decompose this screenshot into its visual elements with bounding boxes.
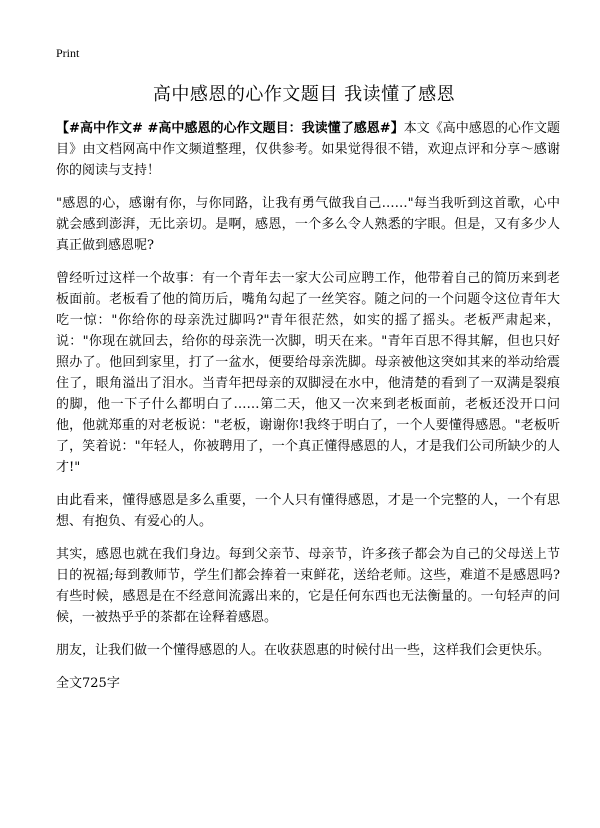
intro-text: 本文《高中感恩的心作文题目》由文档网高中作文频道整理，仅供参考。如果觉得很不错，欢迎点评和分享～感谢你的阅读与支持！	[56, 121, 560, 178]
article-paragraph-4: 其实，感恩也就在我们身边。每到父亲节、母亲节，许多孩子都会为自己的父母送上节日的祝福;每到教师节，学生们都会捧着一束鲜花，送给老师。这些，难道不是感恩吗?有些时候，感恩是在不经意间流露出来的，它是任何东西也无法衡量的。一句轻声的问候，一被热乎乎的茶都在诠释着感恩。	[56, 547, 560, 625]
article-paragraph-2: 曾经听过这样一个故事：有一个青年去一家大公司应聘工作，他带着自己的简历来到老板面前。老板看了他的简历后，嘴角勾起了一丝笑容。随之问的一个问题令这位青年大吃一惊："你给你的母亲洗过脚吗?"青年很茫然，如实的摇了摇头。老板严肃起来，说："你现在就回去，给你的母亲洗一次脚，明天在来。"青年百思不得其解，但也只好照办了。他回到家里，打了一盆水，便要给母亲洗脚。母亲被他这突如其来的举动给震住了，眼角溢出了泪水。当青年把母亲的双脚浸在水中，他清楚的看到了一双满是裂痕的脚，他一下子什么都明白了……第二天，他又一次来到老板面前，老板还没开口问他，他就郑重的对老板说："老板，谢谢你!我终于明白了，一个人要懂得感恩。"老板听了，笑着说："年轻人，你被聘用了，一个真正懂得感恩的人，才是我们公司所缺少的人才!"	[56, 271, 560, 475]
print-link[interactable]: Print	[56, 46, 80, 60]
page-title: 高中感恩的心作文题目 我读懂了感恩	[152, 84, 456, 105]
intro-paragraph	[56, 118, 560, 181]
article-paragraph-1: "感恩的心，感谢有你，与你同路，让我有勇气做我自己……"每当我听到这首歌，心中就会感到澎湃，无比亲切。是啊，感恩，一个多么令人熟悉的字眼。但是，又有多少人真正做到感恩呢?	[56, 196, 560, 253]
word-count: 全文725字	[56, 676, 120, 691]
article-body	[56, 118, 560, 706]
intro-tags: 【#高中作文# #高中感恩的心作文题目：我读懂了感恩#】	[56, 121, 404, 136]
article-paragraph-3: 由此看来，懂得感恩是多么重要，一个人只有懂得感恩，才是一个完整的人，一个有思想、有抱负、有爱心的人。	[56, 493, 560, 529]
article-paragraph-5: 朋友，让我们做一个懂得感恩的人。在收获恩惠的时候付出一些，这样我们会更快乐。	[56, 643, 551, 658]
